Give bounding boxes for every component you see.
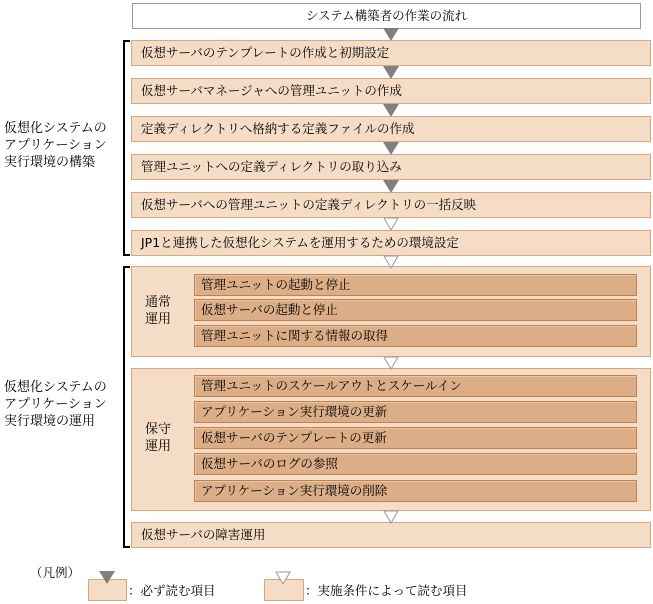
step-jp1-setup[interactable]: JP1と連携した仮想化システムを運用するための環境設定 <box>131 230 651 256</box>
label-line: 保守 <box>145 422 172 437</box>
label-line: 通常 <box>145 295 172 310</box>
label-line: 仮想化システムの <box>4 121 107 136</box>
item-unit-info[interactable]: 管理ユニットに関する情報の取得 <box>194 325 637 347</box>
required-arrow-icon <box>383 180 399 193</box>
required-arrow-icon <box>99 571 115 584</box>
conditional-arrow-icon <box>383 510 399 524</box>
item-delete-env[interactable]: アプリケーション実行環境の削除 <box>194 480 637 502</box>
label-line: アプリケーション <box>4 397 107 412</box>
item-scale[interactable]: 管理ユニットのスケールアウトとスケールイン <box>194 375 637 397</box>
legend-required-text: ：必ず読む項目 <box>128 583 216 598</box>
normal-operation-label <box>145 294 171 328</box>
item-server-start-stop[interactable]: 仮想サーバの起動と停止 <box>194 299 637 321</box>
maintenance-label <box>145 421 171 455</box>
step-import-directory[interactable]: 管理ユニットへの定義ディレクトリの取り込み <box>131 154 651 180</box>
step-bulk-apply[interactable]: 仮想サーバへの管理ユニットの定義ディレクトリの一括反映 <box>131 192 651 218</box>
conditional-arrow-icon <box>383 356 399 370</box>
legend-conditional-text: ：実施条件によって読む項目 <box>305 583 468 598</box>
label-line: 実行環境の構築 <box>4 155 96 170</box>
required-arrow-icon <box>383 66 399 79</box>
item-update-env[interactable]: アプリケーション実行環境の更新 <box>194 401 637 423</box>
conditional-arrow-icon <box>383 255 399 269</box>
section1-label <box>4 120 107 171</box>
section2-label <box>4 379 107 430</box>
step-create-unit[interactable]: 仮想サーバマネージャへの管理ユニットの作成 <box>131 78 651 104</box>
label-line: 仮想化システムの <box>4 380 107 395</box>
legend-title: （凡例） <box>30 565 81 580</box>
conditional-arrow-icon <box>383 217 399 231</box>
step-failure-operation[interactable]: 仮想サーバの障害運用 <box>131 522 651 548</box>
item-unit-start-stop[interactable]: 管理ユニットの起動と停止 <box>194 274 637 296</box>
label-line: 運用 <box>145 312 172 327</box>
required-arrow-icon <box>383 28 399 41</box>
label-line: 運用 <box>145 439 172 454</box>
flow-title: システム構築者の作業の流れ <box>132 3 641 29</box>
step-definition-files[interactable]: 定義ディレクトリへ格納する定義ファイルの作成 <box>131 116 651 142</box>
section2-bracket <box>123 266 130 548</box>
conditional-arrow-icon <box>275 571 291 585</box>
section1-bracket <box>123 40 130 256</box>
label-line: 実行環境の運用 <box>4 414 96 429</box>
required-arrow-icon <box>383 104 399 117</box>
label-line: アプリケーション <box>4 138 107 153</box>
item-update-template[interactable]: 仮想サーバのテンプレートの更新 <box>194 427 637 449</box>
step-template[interactable]: 仮想サーバのテンプレートの作成と初期設定 <box>131 40 651 66</box>
required-arrow-icon <box>383 142 399 155</box>
item-view-logs[interactable]: 仮想サーバのログの参照 <box>194 453 637 475</box>
